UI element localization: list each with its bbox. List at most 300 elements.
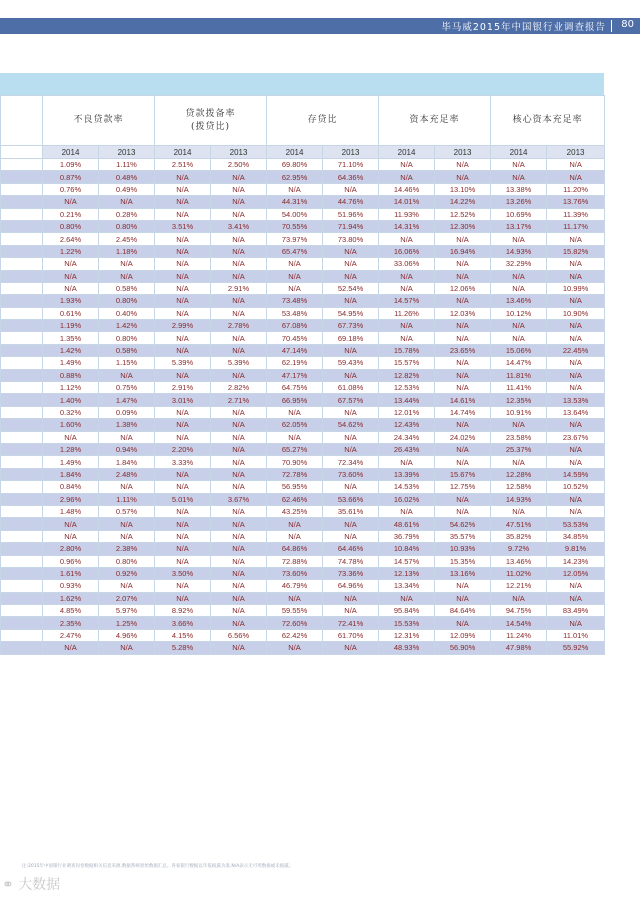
table-cell: 10.93%	[435, 543, 491, 555]
table-cell: 0.96%	[43, 555, 99, 567]
table-cell: N/A	[155, 431, 211, 443]
column-group-header-row	[1, 96, 605, 146]
table-cell: 14.54%	[491, 617, 547, 629]
table-cell: N/A	[211, 468, 267, 480]
report-title: 毕马威2015年中国银行业调查报告	[441, 22, 606, 33]
table-cell: 13.34%	[379, 580, 435, 592]
table-cell: N/A	[547, 443, 605, 455]
table-cell: N/A	[323, 443, 379, 455]
table-cell: 53.66%	[323, 493, 379, 505]
table-cell: 16.02%	[379, 493, 435, 505]
row-blank-cell	[1, 159, 43, 171]
table-cell: 0.21%	[43, 208, 99, 220]
table-cell: 1.62%	[43, 592, 99, 604]
table-cell: N/A	[211, 406, 267, 418]
table-row	[1, 481, 605, 493]
table-cell: 1.22%	[43, 245, 99, 257]
table-cell: N/A	[547, 456, 605, 468]
table-row	[1, 233, 605, 245]
row-blank-cell	[1, 258, 43, 270]
table-cell: 0.57%	[99, 505, 155, 517]
table-cell: N/A	[267, 406, 323, 418]
table-cell: 0.88%	[43, 369, 99, 381]
table-cell: 0.80%	[99, 332, 155, 344]
table-cell: 14.46%	[379, 183, 435, 195]
table-cell: 65.47%	[267, 245, 323, 257]
table-cell: 11.01%	[547, 629, 605, 641]
table-row	[1, 592, 605, 604]
table-cell: 47.98%	[491, 642, 547, 654]
table-cell: 53.53%	[547, 518, 605, 530]
table-cell: N/A	[99, 518, 155, 530]
table-cell: N/A	[491, 505, 547, 517]
table-cell: 15.78%	[379, 344, 435, 356]
table-cell: 13.26%	[491, 196, 547, 208]
group-header-3: 资本充足率	[379, 96, 491, 146]
table-cell: 84.64%	[435, 605, 491, 617]
table-cell: 73.60%	[323, 468, 379, 480]
table-cell: N/A	[211, 270, 267, 282]
group-header-2: 存贷比	[267, 96, 379, 146]
table-cell: 12.35%	[491, 394, 547, 406]
row-blank-cell	[1, 431, 43, 443]
table-cell: 24.02%	[435, 431, 491, 443]
table-cell: N/A	[267, 270, 323, 282]
table-row	[1, 332, 605, 344]
table-cell: N/A	[99, 530, 155, 542]
table-cell: 12.06%	[435, 282, 491, 294]
table-cell: 2.99%	[155, 320, 211, 332]
table-cell: N/A	[435, 270, 491, 282]
table-cell: 15.82%	[547, 245, 605, 257]
table-cell: 67.08%	[267, 320, 323, 332]
table-cell: 1.84%	[99, 456, 155, 468]
table-cell: N/A	[547, 357, 605, 369]
table-cell: 2.80%	[43, 543, 99, 555]
table-cell: N/A	[267, 518, 323, 530]
year-header-row	[1, 146, 605, 159]
table-cell: 1.42%	[99, 320, 155, 332]
table-cell: N/A	[43, 431, 99, 443]
table-cell: N/A	[491, 332, 547, 344]
table-cell: 12.53%	[379, 382, 435, 394]
table-cell: 14.01%	[379, 196, 435, 208]
table-cell: N/A	[379, 233, 435, 245]
table-cell: 10.12%	[491, 307, 547, 319]
table-cell: N/A	[155, 406, 211, 418]
table-cell: 2.78%	[211, 320, 267, 332]
table-cell: N/A	[99, 642, 155, 654]
table-cell: 0.48%	[99, 171, 155, 183]
table-cell: N/A	[379, 320, 435, 332]
table-cell: 0.80%	[99, 220, 155, 232]
table-row	[1, 208, 605, 220]
table-cell: 1.48%	[43, 505, 99, 517]
table-row	[1, 419, 605, 431]
table-cell: 4.96%	[99, 629, 155, 641]
table-cell: 3.33%	[155, 456, 211, 468]
table-cell: 13.16%	[435, 567, 491, 579]
table-row	[1, 295, 605, 307]
table-cell: 13.64%	[547, 406, 605, 418]
table-cell: 2.51%	[155, 159, 211, 171]
table-cell: N/A	[435, 295, 491, 307]
row-blank-cell	[1, 245, 43, 257]
table-row	[1, 171, 605, 183]
table-cell: N/A	[547, 493, 605, 505]
table-row	[1, 543, 605, 555]
table-cell: N/A	[211, 580, 267, 592]
table-cell: N/A	[547, 233, 605, 245]
table-cell: 10.52%	[547, 481, 605, 493]
table-cell: 9.72%	[491, 543, 547, 555]
table-cell: N/A	[491, 592, 547, 604]
row-blank-cell	[1, 505, 43, 517]
table-cell: 10.91%	[491, 406, 547, 418]
table-cell: N/A	[155, 543, 211, 555]
table-cell: N/A	[435, 592, 491, 604]
table-cell: N/A	[267, 282, 323, 294]
table-cell: 94.75%	[491, 605, 547, 617]
table-cell: 73.80%	[323, 233, 379, 245]
table-row	[1, 580, 605, 592]
table-cell: 13.38%	[491, 183, 547, 195]
table-cell: N/A	[99, 369, 155, 381]
table-cell: 1.12%	[43, 382, 99, 394]
row-blank-cell	[1, 592, 43, 604]
table-cell: 67.57%	[323, 394, 379, 406]
table-cell: 73.97%	[267, 233, 323, 245]
table-cell: 0.75%	[99, 382, 155, 394]
row-blank-cell	[1, 406, 43, 418]
year-label: 2013	[211, 146, 267, 159]
year-label: 2013	[435, 146, 491, 159]
table-cell: N/A	[379, 456, 435, 468]
table-cell: N/A	[211, 642, 267, 654]
table-cell: N/A	[379, 171, 435, 183]
table-cell: 70.90%	[267, 456, 323, 468]
group-header-0: 不良贷款率	[43, 96, 155, 146]
table-cell: 11.20%	[547, 183, 605, 195]
table-cell: N/A	[155, 580, 211, 592]
row-blank-cell	[1, 518, 43, 530]
table-cell: 15.53%	[379, 617, 435, 629]
table-cell: 16.06%	[379, 245, 435, 257]
row-blank-cell	[1, 344, 43, 356]
table-cell: 14.93%	[491, 493, 547, 505]
table-cell: N/A	[155, 530, 211, 542]
table-cell: N/A	[323, 245, 379, 257]
table-cell: 2.07%	[99, 592, 155, 604]
table-cell: N/A	[43, 518, 99, 530]
table-cell: N/A	[211, 530, 267, 542]
header-divider	[611, 20, 612, 32]
table-cell: N/A	[211, 307, 267, 319]
table-cell: 11.26%	[379, 307, 435, 319]
table-cell: N/A	[211, 592, 267, 604]
table-cell: 73.48%	[267, 295, 323, 307]
table-cell: N/A	[547, 617, 605, 629]
table-cell: 54.62%	[323, 419, 379, 431]
table-cell: 5.39%	[211, 357, 267, 369]
table-cell: N/A	[323, 642, 379, 654]
table-cell: 13.46%	[491, 555, 547, 567]
table-cell: 12.28%	[491, 468, 547, 480]
table-cell: N/A	[435, 258, 491, 270]
table-cell: 14.93%	[491, 245, 547, 257]
table-cell: N/A	[211, 505, 267, 517]
table-cell: 47.14%	[267, 344, 323, 356]
row-blank-cell	[1, 419, 43, 431]
table-cell: N/A	[211, 605, 267, 617]
table-cell: 0.80%	[99, 555, 155, 567]
table-cell: 64.36%	[323, 171, 379, 183]
watermark-icon: ⚭	[2, 877, 14, 893]
table-cell: 6.56%	[211, 629, 267, 641]
table-cell: N/A	[155, 555, 211, 567]
table-cell: 1.28%	[43, 443, 99, 455]
table-cell: 71.10%	[323, 159, 379, 171]
table-cell: 12.75%	[435, 481, 491, 493]
table-cell: N/A	[547, 580, 605, 592]
table-cell: N/A	[547, 505, 605, 517]
table-cell: 64.96%	[323, 580, 379, 592]
row-blank-cell	[1, 443, 43, 455]
table-row	[1, 518, 605, 530]
table-cell: N/A	[323, 530, 379, 542]
bank-ratios-table	[0, 95, 605, 655]
table-cell: 52.54%	[323, 282, 379, 294]
table-cell: 69.18%	[323, 332, 379, 344]
table-cell: 1.47%	[99, 394, 155, 406]
table-cell: 25.37%	[491, 443, 547, 455]
table-cell: 0.58%	[99, 282, 155, 294]
table-cell: 12.03%	[435, 307, 491, 319]
table-cell: N/A	[211, 183, 267, 195]
year-label: 2014	[491, 146, 547, 159]
table-cell: 59.43%	[323, 357, 379, 369]
table-cell: 1.38%	[99, 419, 155, 431]
table-cell: N/A	[435, 320, 491, 332]
year-label: 2013	[99, 146, 155, 159]
table-cell: 12.58%	[491, 481, 547, 493]
table-cell: N/A	[155, 481, 211, 493]
table-cell: 67.73%	[323, 320, 379, 332]
table-cell: 11.24%	[491, 629, 547, 641]
table-cell: N/A	[155, 468, 211, 480]
row-blank-cell	[1, 307, 43, 319]
table-cell: N/A	[491, 456, 547, 468]
table-cell: N/A	[323, 183, 379, 195]
table-cell: 4.85%	[43, 605, 99, 617]
row-blank-cell	[1, 233, 43, 245]
table-row	[1, 468, 605, 480]
table-cell: N/A	[155, 332, 211, 344]
table-cell: N/A	[547, 320, 605, 332]
row-blank-cell	[1, 629, 43, 641]
table-cell: 14.31%	[379, 220, 435, 232]
table-cell: N/A	[155, 196, 211, 208]
table-cell: N/A	[267, 183, 323, 195]
table-cell: N/A	[211, 481, 267, 493]
table-cell: 2.38%	[99, 543, 155, 555]
row-blank-cell	[1, 208, 43, 220]
table-cell: 12.21%	[491, 580, 547, 592]
table-row	[1, 456, 605, 468]
table-cell: 0.40%	[99, 307, 155, 319]
table-cell: 2.48%	[99, 468, 155, 480]
table-cell: 11.17%	[547, 220, 605, 232]
table-cell: 1.18%	[99, 245, 155, 257]
table-cell: 23.58%	[491, 431, 547, 443]
table-cell: N/A	[211, 369, 267, 381]
table-cell: 12.31%	[379, 629, 435, 641]
row-blank-cell	[1, 220, 43, 232]
row-blank-cell	[1, 580, 43, 592]
table-row	[1, 258, 605, 270]
table-cell: 14.57%	[379, 555, 435, 567]
table-cell: N/A	[43, 642, 99, 654]
row-blank-cell	[1, 642, 43, 654]
table-cell: N/A	[323, 481, 379, 493]
table-cell: N/A	[43, 282, 99, 294]
table-cell: N/A	[547, 258, 605, 270]
table-cell: 1.11%	[99, 159, 155, 171]
row-blank-cell	[1, 320, 43, 332]
table-row	[1, 196, 605, 208]
table-cell: 72.88%	[267, 555, 323, 567]
table-cell: N/A	[323, 369, 379, 381]
table-cell: 5.01%	[155, 493, 211, 505]
footnote: 注:2015年中国银行业调查问卷数据相关信息来源,数据系统原始数据汇总。各家银行数据以年报披露为准,N/A表示无可用数据或未披露。	[22, 864, 294, 869]
table-cell: 47.51%	[491, 518, 547, 530]
table-cell: 1.15%	[99, 357, 155, 369]
table-cell: 72.34%	[323, 456, 379, 468]
table-cell: N/A	[379, 282, 435, 294]
table-cell: 14.22%	[435, 196, 491, 208]
table-cell: 10.69%	[491, 208, 547, 220]
table-cell: 2.50%	[211, 159, 267, 171]
table-cell: N/A	[155, 592, 211, 604]
table-cell: N/A	[323, 344, 379, 356]
table-cell: 71.94%	[323, 220, 379, 232]
table-cell: N/A	[491, 233, 547, 245]
table-cell: 12.43%	[379, 419, 435, 431]
table-cell: 13.76%	[547, 196, 605, 208]
table-cell: N/A	[99, 196, 155, 208]
table-row	[1, 394, 605, 406]
table-cell: N/A	[435, 357, 491, 369]
table-cell: 62.19%	[267, 357, 323, 369]
table-cell: N/A	[547, 171, 605, 183]
table-row	[1, 530, 605, 542]
table-cell: 0.28%	[99, 208, 155, 220]
table-cell: N/A	[211, 332, 267, 344]
table-cell: 1.42%	[43, 344, 99, 356]
table-cell: 36.79%	[379, 530, 435, 542]
table-cell: 3.01%	[155, 394, 211, 406]
table-cell: N/A	[491, 419, 547, 431]
row-blank-cell	[1, 493, 43, 505]
table-cell: N/A	[491, 282, 547, 294]
table-row	[1, 567, 605, 579]
table-cell: N/A	[155, 270, 211, 282]
row-blank-cell	[1, 394, 43, 406]
table-cell: N/A	[379, 332, 435, 344]
table-top-band	[0, 73, 604, 95]
table-cell: 1.40%	[43, 394, 99, 406]
row-blank-cell	[1, 332, 43, 344]
row-blank-cell	[1, 196, 43, 208]
table-row	[1, 605, 605, 617]
table-cell: N/A	[43, 258, 99, 270]
table-cell: N/A	[547, 369, 605, 381]
table-cell: N/A	[435, 233, 491, 245]
table-cell: 24.34%	[379, 431, 435, 443]
table-row	[1, 307, 605, 319]
table-cell: 12.05%	[547, 567, 605, 579]
table-cell: 54.95%	[323, 307, 379, 319]
table-cell: 12.09%	[435, 629, 491, 641]
table-cell: N/A	[155, 282, 211, 294]
table-cell: 56.95%	[267, 481, 323, 493]
table-cell: N/A	[155, 295, 211, 307]
table-cell: N/A	[211, 344, 267, 356]
table-cell: 48.61%	[379, 518, 435, 530]
year-label: 2014	[155, 146, 211, 159]
table-row	[1, 431, 605, 443]
watermark-text: 大数据	[18, 877, 61, 893]
table-cell: N/A	[155, 183, 211, 195]
table-cell: 1.93%	[43, 295, 99, 307]
row-blank-cell	[1, 617, 43, 629]
table-cell: N/A	[323, 270, 379, 282]
table-cell: N/A	[155, 505, 211, 517]
table-row	[1, 357, 605, 369]
table-cell: 0.94%	[99, 443, 155, 455]
table-cell: N/A	[323, 605, 379, 617]
table-cell: 10.84%	[379, 543, 435, 555]
table-cell: 14.53%	[379, 481, 435, 493]
table-cell: 10.90%	[547, 307, 605, 319]
row-blank-cell	[1, 369, 43, 381]
table-cell: 2.91%	[211, 282, 267, 294]
top-header-bar	[0, 18, 640, 34]
table-row	[1, 493, 605, 505]
table-cell: N/A	[379, 270, 435, 282]
table-cell: 62.46%	[267, 493, 323, 505]
table-cell: 3.41%	[211, 220, 267, 232]
table-row	[1, 505, 605, 517]
table-cell: 66.95%	[267, 394, 323, 406]
year-label: 2013	[547, 146, 605, 159]
row-blank-cell	[1, 382, 43, 394]
table-row	[1, 220, 605, 232]
table-cell: 1.84%	[43, 468, 99, 480]
table-cell: 46.79%	[267, 580, 323, 592]
table-row	[1, 159, 605, 171]
table-cell: N/A	[491, 159, 547, 171]
table-cell: 54.62%	[435, 518, 491, 530]
year-label: 2014	[379, 146, 435, 159]
table-cell: 1.60%	[43, 419, 99, 431]
table-cell: 14.23%	[547, 555, 605, 567]
year-blank-cell	[1, 146, 43, 159]
table-cell: 95.84%	[379, 605, 435, 617]
table-row	[1, 369, 605, 381]
row-blank-cell	[1, 530, 43, 542]
row-blank-cell	[1, 270, 43, 282]
